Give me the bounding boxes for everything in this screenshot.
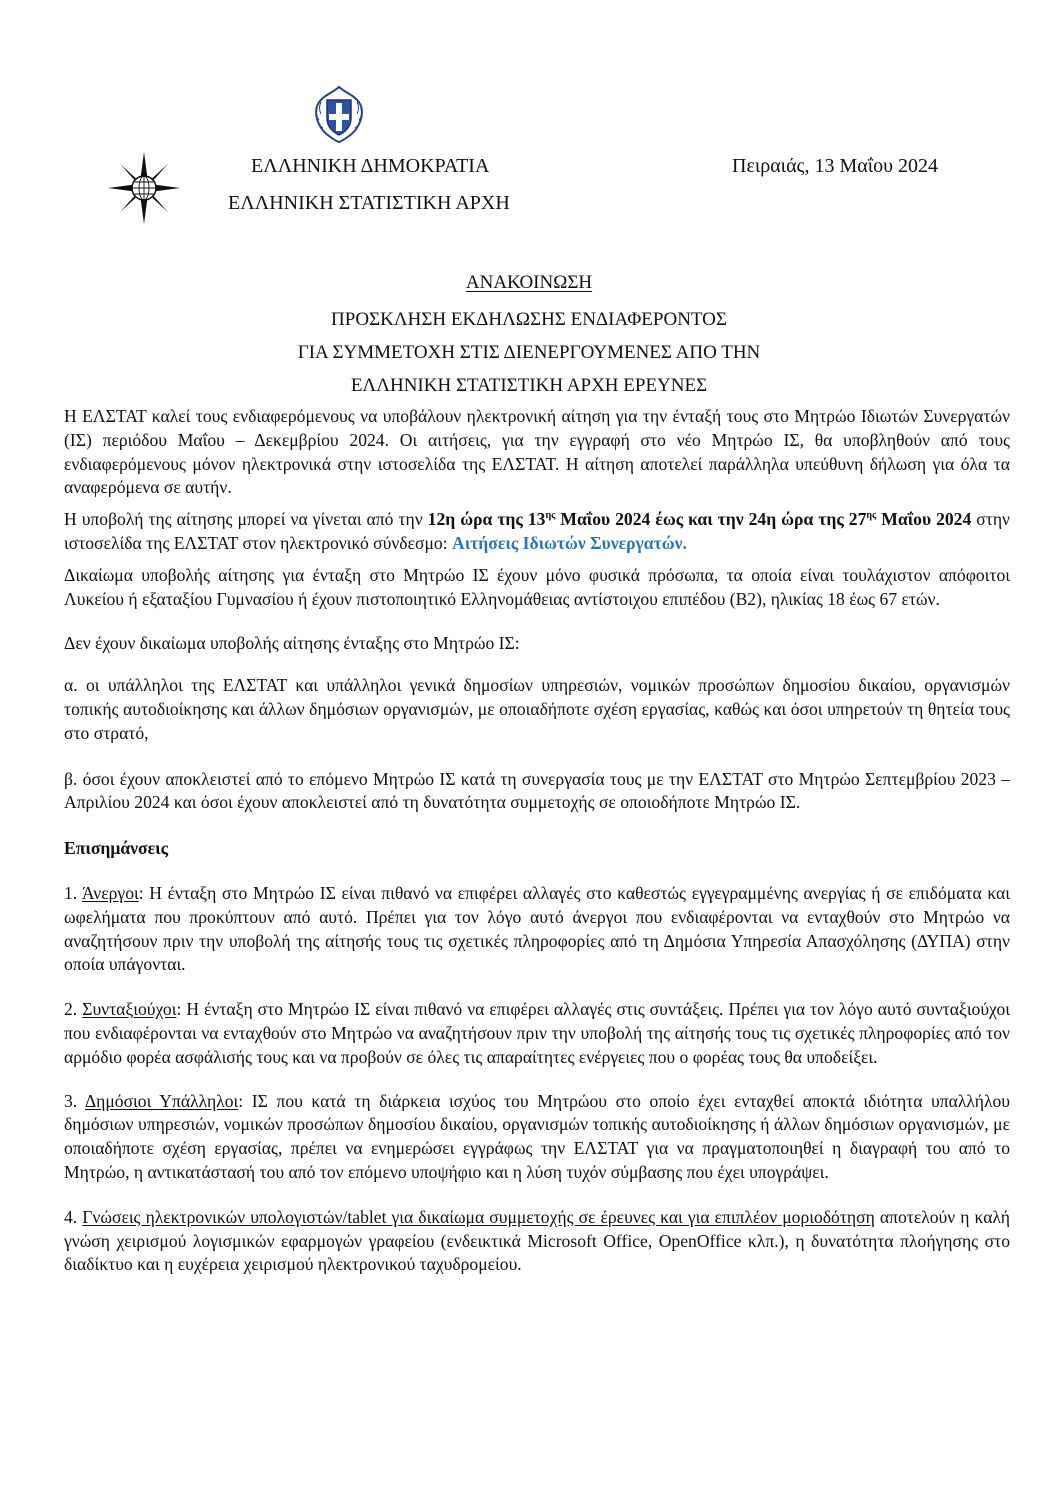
- header-republic: ΕΛΛΗΝΙΚΗ ΔΗΜΟΚΡΑΤΙΑ: [251, 155, 490, 177]
- announcement-title: ΑΝΑΚΟΙΝΩΣΗ: [465, 272, 593, 293]
- applications-link[interactable]: Αιτήσεις Ιδιωτών Συνεργατών.: [451, 532, 687, 553]
- submission-intro: Η υποβολή της αίτησης μπορεί να γίνεται από την: [64, 509, 428, 530]
- submission-mid: στην ιστοσελίδα της ΕΛΣΤΑΤ στον ηλεκτρονικό σύνδεσμο:: [64, 509, 1010, 553]
- elstat-compass-star-icon: [108, 152, 180, 224]
- subtitle-line-2: ΓΙΑ ΣΥΜΜΕΤΟΧΗ ΣΤΙΣ ΔΙΕΝΕΡΓΟΥΜΕΝΕΣ ΑΠΟ ΤΗΝ: [297, 342, 761, 363]
- note-unemployed: 1. Άνεργοι: Η ένταξη στο Μητρώο ΙΣ είναι πιθανό να επιφέρει αλλαγές στο καθεστώς εγγεγραμμένης ανεργίας ή σε επιδόματα και ωφελήματα που προκύπτουν από αυτό. Πρέπει για τον λόγο αυτό άνεργοι που ενδιαφέρονται να ενταχθούν στο Μητρώο να αναζητήσουν πριν την υποβολή της αίτησής τους τις σχετικές πληροφορίες από τη Δημόσια Υπηρεσία Απασχόλησης (ΔΥΠΑ) στην οποία υπάγονται.: [64, 882, 1011, 975]
- note-unemployed-label: Άνεργοι: [81, 882, 139, 903]
- greek-coat-of-arms-icon: [309, 84, 369, 144]
- place-date: Πειραιάς, 13 Μαΐου 2024: [732, 155, 939, 177]
- note-pensioners-label: Συνταξιούχοι: [82, 999, 177, 1020]
- document-body: [64, 405, 1010, 1277]
- submission-start: 12η ώρα της $13^{\eta\varsigma}$ Μαΐου 2024 έως και την 24η ώρα της $27^{\eta\varsigma}$ Μαΐου 2024: [427, 509, 972, 530]
- note-computer-skills-label: Γνώσεις ηλεκτρονικών υπολογιστών/tablet για δικαίωμα συμμετοχής σε έρευνες και για επιπλέον μοριοδότηση: [82, 1206, 875, 1227]
- paragraph-eligibility: Δικαίωμα υποβολής αίτησης για ένταξη στο Μητρώο ΙΣ έχουν μόνο φυσικά πρόσωπα, τα οποία είναι τουλάχιστον απόφοιτοι Λυκείου ή εξαταξίου Γυμνασίου ή έχουν πιστοποιητικό Ελληνομάθειας αντίστοιχου επιπέδου (Β2), ηλικίας 18 έως 67 ετών.: [64, 564, 1010, 609]
- paragraph-exclusion-b: β. όσοι έχουν αποκλειστεί από το επόμενο Μητρώο ΙΣ κατά τη συνεργασία τους με την ΕΛΣΤΑΤ στο Μητρώο Σεπτεμβρίου 2023 – Απριλίου 2024 και όσοι έχουν αποκλειστεί από τη δυνατότητα συμμετοχής σε οποιοδήποτε Μητρώο ΙΣ.: [64, 768, 1010, 813]
- paragraph-invitation: Η ΕΛΣΤΑΤ καλεί τους ενδιαφερόμενους να υποβάλουν ηλεκτρονική αίτηση για την ένταξή τους στο Μητρώο Ιδιωτών Συνεργατών (ΙΣ) περιόδου Μαΐου – Δεκεμβρίου 2024. Οι αιτήσεις, για την εγγραφή στο νέο Μητρώο ΙΣ, θα υποβληθούν από τους ενδιαφερόμενους μόνον ηλεκτρονικά στην ιστοσελίδα της ΕΛΣΤΑΤ. Η αίτηση αποτελεί παράλληλα υπεύθυνη δήλωση για όλα τα αναφερόμενα σε αυτήν.: [64, 406, 1010, 498]
- subtitle-line-1: ΠΡΟΣΚΛΗΣΗ ΕΚΔΗΛΩΣΗΣ ΕΝΔΙΑΦΕΡΟΝΤΟΣ: [331, 309, 727, 330]
- subtitle-line-3: ΕΛΛΗΝΙΚΗ ΣΤΑΤΙΣΤΙΚΗ ΑΡΧΗ ΕΡΕΥΝΕΣ: [350, 375, 708, 396]
- notes-heading: Επισημάνσεις: [64, 838, 169, 859]
- paragraph-submission-period: [64, 508, 1010, 556]
- note-public-servants: 3. Δημόσιοι Υπάλληλοι: ΙΣ που κατά τη διάρκεια ισχύος του Μητρώου στο οποίο έχει ενταχθεί αποκτά ιδιότητα υπαλλήλου δημόσιων υπηρεσιών, νομικών προσώπων δημοσίου δικαίου, οργανισμών τοπικής αυτοδιοίκησης ή άλλων δημόσιων οργανισμών, με οποιαδήποτε σχέση εργασίας, πρέπει να ενημερώσει εγγράφως την ΕΛΣΤΑΤ για να πραγματοποιηθεί η διαγραφή του από το Μητρώο, η αντικατάστασή του από τον επόμενο υποψήφιο και η λύση τυχόν σύμβασης που έχει υπογράψει.: [64, 1090, 1010, 1182]
- paragraph-exclusion-a: α. οι υπάλληλοι της ΕΛΣΤΑΤ και υπάλληλοι γενικά δημοσίων υπηρεσιών, νομικών προσώπων δημοσίου δικαίου, οργανισμών τοπικής αυτοδιοίκησης και άλλων δημόσιων οργανισμών, με οποιαδήποτε σχέση εργασίας, καθώς και όσοι υπηρετούν τη θητεία τους στο στρατό,: [64, 675, 1010, 743]
- note-pensioners: 2. Συνταξιούχοι: Η ένταξη στο Μητρώο ΙΣ είναι πιθανό να επιφέρει αλλαγές στις συντάξεις. Πρέπει για τον λόγο αυτό συνταξιούχοι που ενδιαφέρονται να ενταχθούν στο Μητρώο να αναζητήσουν πριν την υποβολή της αίτησής τους τις σχετικές πληροφορίες από τον αρμόδιο φορέα ασφάλισής τους και να προβούν σε όλες τις απαραίτητες ενέργειες που ο φορέας τους θα υποδείξει.: [64, 999, 1011, 1067]
- paragraph-not-eligible: Δεν έχουν δικαίωμα υποβολής αίτησης ένταξης στο Μητρώο ΙΣ:: [64, 633, 520, 654]
- note-public-servants-label: Δημόσιοι Υπάλληλοι: [84, 1090, 239, 1111]
- note-computer-skills: 4. Γνώσεις ηλεκτρονικών υπολογιστών/tablet για δικαίωμα συμμετοχής σε έρευνες και για επιπλέον μοριοδότηση αποτελούν η καλή γνώση χειρισμού λογισμικών εφαρμογών γραφείου (ενδεικτικά Microsoft Office, OpenOffice κλπ.), η δυνατότητα πλοήγησης στο διαδίκτυο και η ευχέρεια χειρισμού ηλεκτρονικού ταχυδρομείου.: [64, 1206, 1011, 1275]
- header-authority: ΕΛΛΗΝΙΚΗ ΣΤΑΤΙΣΤΙΚΗ ΑΡΧΗ: [228, 192, 510, 214]
